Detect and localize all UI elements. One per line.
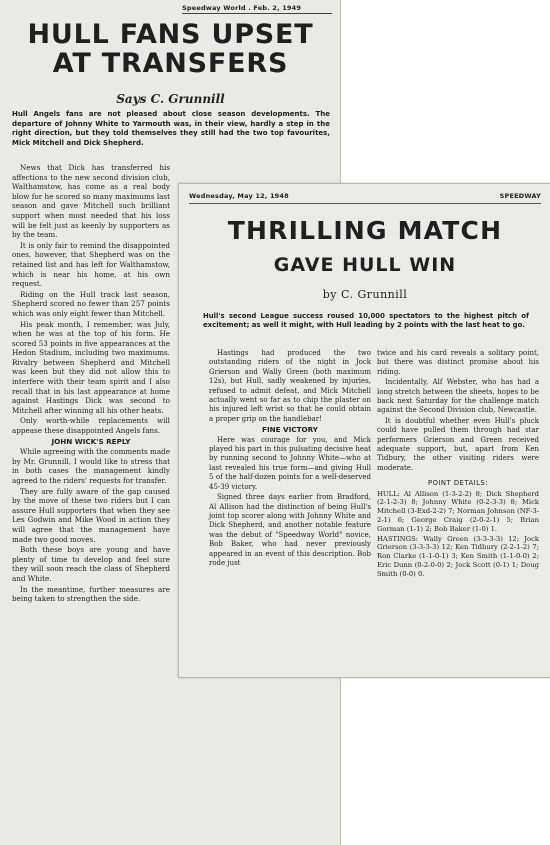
hull-point-details: HULL: Al Allison (1-3-2-2) 8; Dick Shepherd (2-1-2-3) 8; Johnny White (0-2-3-3) 8; Mick Mitchell (3-Exd-2-2) 7; Norman Johnson (NF-3-2-1) 6; George Craig (2-0-2-1) 5; Brian Gorman (1-1) 2; Bob Baker (1-0) 1.	[377, 489, 539, 533]
paragraph: News that Dick has transferred his affections to the new second division club, Walthamstow, has come as a real body blow for he scored so many maximums last season and gave Mitchell such brilliant support when most needed that his loss will be felt just as keenly by supporters as by the team.	[12, 163, 170, 240]
subheading: JOHN WICK'S REPLY	[51, 436, 131, 446]
article-column-left	[209, 349, 371, 569]
headline-line-2: GAVE HULL WIN	[273, 254, 457, 276]
paragraph: While agreeing with the comments made by Mr. Grunnill, I would like to stress that in both cases the management kindly agreed to the riders' requests for transfer.	[12, 447, 170, 485]
subheading: FINE VICTORY	[262, 425, 318, 435]
headline-line-1: HULL FANS UPSET	[27, 19, 314, 50]
article-column	[12, 163, 170, 605]
paragraph: Incidentally, Alf Webster, who has had a long stretch between the sheets, hopes to be back next Saturday for the challenge match against the Second Division club, Newcastle.	[377, 378, 539, 415]
headline-line-2: AT TRANSFERS	[52, 48, 289, 79]
paragraph: twice and his card reveals a solitary point, but there was distinct promise about his riding.	[377, 349, 539, 376]
article-column-right	[377, 349, 539, 580]
dateline-date: Wednesday, May 12, 1948	[189, 192, 289, 200]
paragraph: Signed three days earlier from Bradford, Al Allison had the distinction of being Hull's joint top scorer along with Johnny White and Dick Shepherd, and another notable feature was the debut of "Speedway World" novice, Bob Baker, who had never previously appeared in an event of this description. Bob rode just	[209, 493, 371, 567]
intro-paragraph: Hull's second League success roused 10,000 spectators to the highest pitch of excitement; as well it might, with Hull leading by 2 points with the last heat to go.	[203, 312, 529, 329]
paragraph: Riding on the Hull track last season, Shepherd scored no fewer than 257 points which was only eight fewer than Mitchell.	[12, 289, 170, 318]
paragraph: They are fully aware of the gap caused by the move of these two riders but I can assure Hull supporters that when they see Les Godwin and Mike Wood in action they will agree that the management have made two good moves.	[12, 486, 170, 544]
paragraph: It is doubtful whether even Hull's pluck could have pulled them through had star performers Grierson and Green received adequate support, but, apart from Ken Tidbury, the other visiting riders were moderate.	[377, 416, 539, 472]
clipping-speedway-1948	[178, 183, 550, 678]
byline: Says C. Grunnill	[116, 92, 225, 106]
intro-paragraph: Hull Angels fans are not pleased about close season developments. The departure of Johnny White to Yarmouth was, in their view, hardly a step in the right direction, but they told themselves they still had the two top favourites, Mick Mitchell and Dick Shepherd.	[12, 110, 330, 147]
dateline	[189, 192, 541, 204]
paragraph: Hastings had produced the two outstanding riders of the night in Jock Grierson and Wally Green (both maximum 12s), but Hull, sadly weakened by injuries, refused to admit defeat, and Mick Mitchell actually went so far as to chip the plaster on his injured left wrist so that he could obtain a proper grip on the handlebar!	[209, 349, 371, 423]
masthead: Speedway World . Feb. 2, 1949	[182, 4, 302, 12]
paragraph: Here was courage for you, and Mick played his part in this pulsating decisive heat by running second to Johnny White—who at last revealed his true form—and giving Hull 5 of the half-dozen points for a well-deserved 45-39 victory.	[209, 435, 371, 491]
byline: by C. Grunnill	[322, 288, 408, 301]
hastings-point-details: HASTINGS: Wally Green (3-3-3-3) 12; Jock Grierson (3-3-3-3) 12; Ken Tidbury (2-2-1-2) 7; Ron Clarke (1-1-0-1) 3; Ken Smith (1-1-0-0) 2; Eric Dunn (0-2-0-0) 2; Jock Scott (0-1) 1; Doug Smith (0-0) 0.	[377, 534, 539, 578]
paragraph: Both these boys are young and have plenty of time to develop and feel sure they will soon reach the class of Shepherd and White.	[12, 545, 170, 583]
paragraph: In the meantime, further measures are being taken to strengthen the side.	[12, 584, 170, 604]
point-details-title: POINT DETAILS:	[427, 479, 489, 488]
paragraph: His peak month, I remember, was July, when he was at the top of his form. He scored 53 points in five appearances at the Hedon Stadium, including two maximums. Rivalry between Shepherd and Mitchell was keen but they did not allow this to interfere with their team spirit and I also recall that in his last appearance at home against Hastings Dick was second to Mitchell after winning all his other heats.	[12, 319, 170, 415]
dateline-paper: SPEEDWAY	[499, 192, 541, 200]
paragraph: It is only fair to remind the disappointed ones, however, that Shepherd was on the retained list and has left for Walthamstow, which is near his home, at his own request.	[12, 240, 170, 289]
paragraph: Only worth-while replacements will appease these disappointed Angels fans.	[12, 416, 170, 436]
headline-line-1: THRILLING MATCH	[227, 216, 503, 245]
headline	[8, 20, 333, 78]
masthead-rule	[182, 13, 332, 14]
